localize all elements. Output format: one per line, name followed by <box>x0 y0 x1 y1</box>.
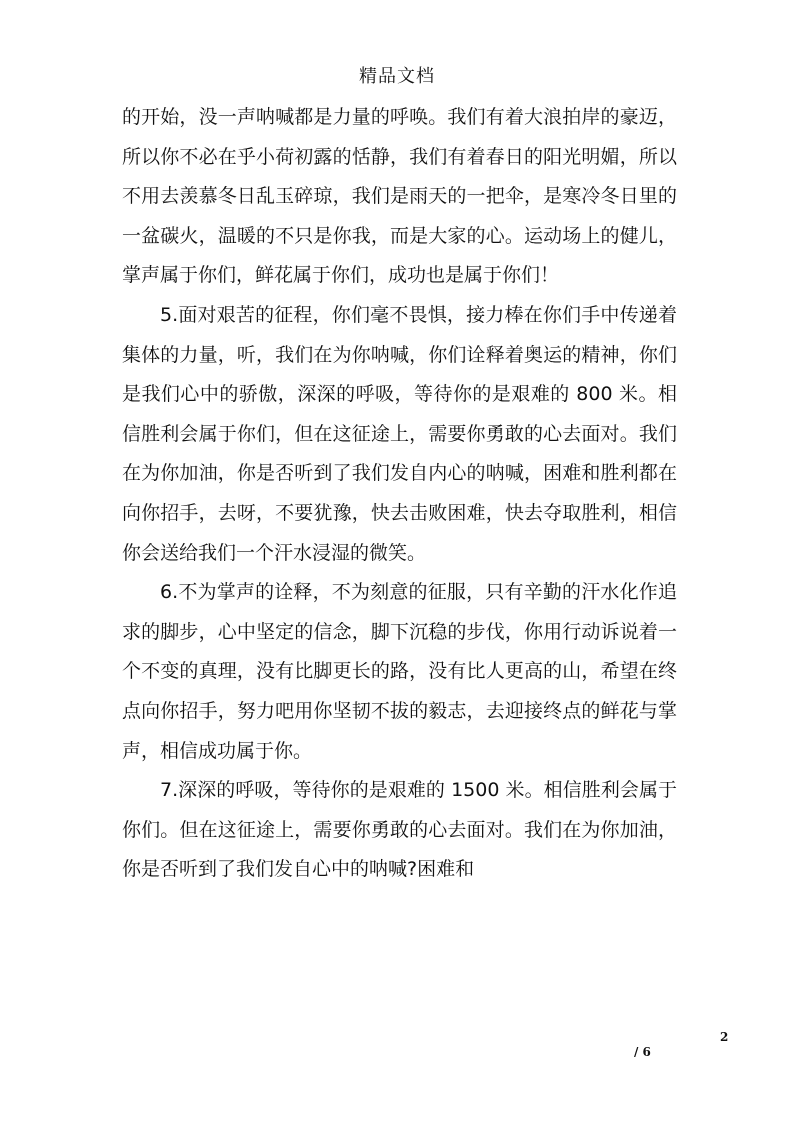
paragraph-item-6: 6.不为掌声的诠释，不为刻意的征服，只有辛勤的汗水化作追求的脚步，心中坚定的信念，脚下沉稳的步伐，你用行动诉说着一个不变的真理，没有比脚更长的路，没有比人更高的山，希望在终点向你招手，努力吧用你坚韧不拔的毅志，去迎接终点的鲜花与掌声，相信成功属于你。 <box>122 581 677 762</box>
page-header-title: 精品文档 <box>359 66 435 87</box>
document-body <box>122 98 677 890</box>
page-total: / 6 <box>634 1045 651 1059</box>
paragraph-item-7: 7.深深的呼吸，等待你的是艰难的 1500 米。相信胜利会属于你们。但在这征途上，需要你勇敢的心去面对。我们在为你加油，你是否听到了我们发自心中的呐喊?困难和 <box>122 779 677 881</box>
paragraph-continuation: 的开始，没一声呐喊都是力量的呼唤。我们有着大浪拍岸的豪迈，所以你不必在乎小荷初露的恬静，我们有着春日的阳光明媚，所以不用去羡慕冬日乱玉碎琼，我们是雨天的一把伞，是寒冷冬日里的一盆碳火，温暖的不只是你我，而是大家的心。运动场上的健儿，掌声属于你们，鲜花属于你们，成功也是属于你们！ <box>122 106 677 287</box>
paragraph-item-5: 5.面对艰苦的征程，你们毫不畏惧，接力棒在你们手中传递着集体的力量，听，我们在为你呐喊，你们诠释着奥运的精神，你们是我们心中的骄傲，深深的呼吸，等待你的是艰难的 800 米。相信胜利会属于你们，但在这征途上，需要你勇敢的心去面对。我们在为你加油，你是否听到了我们发自内心的呐喊，困难和胜利都在向你招手，去呀，不要犹豫，快去击败困难，快去夺取胜利，相信你会送给我们一个汗水浸湿的微笑。 <box>122 303 677 564</box>
page-number: 2 <box>720 1030 729 1044</box>
